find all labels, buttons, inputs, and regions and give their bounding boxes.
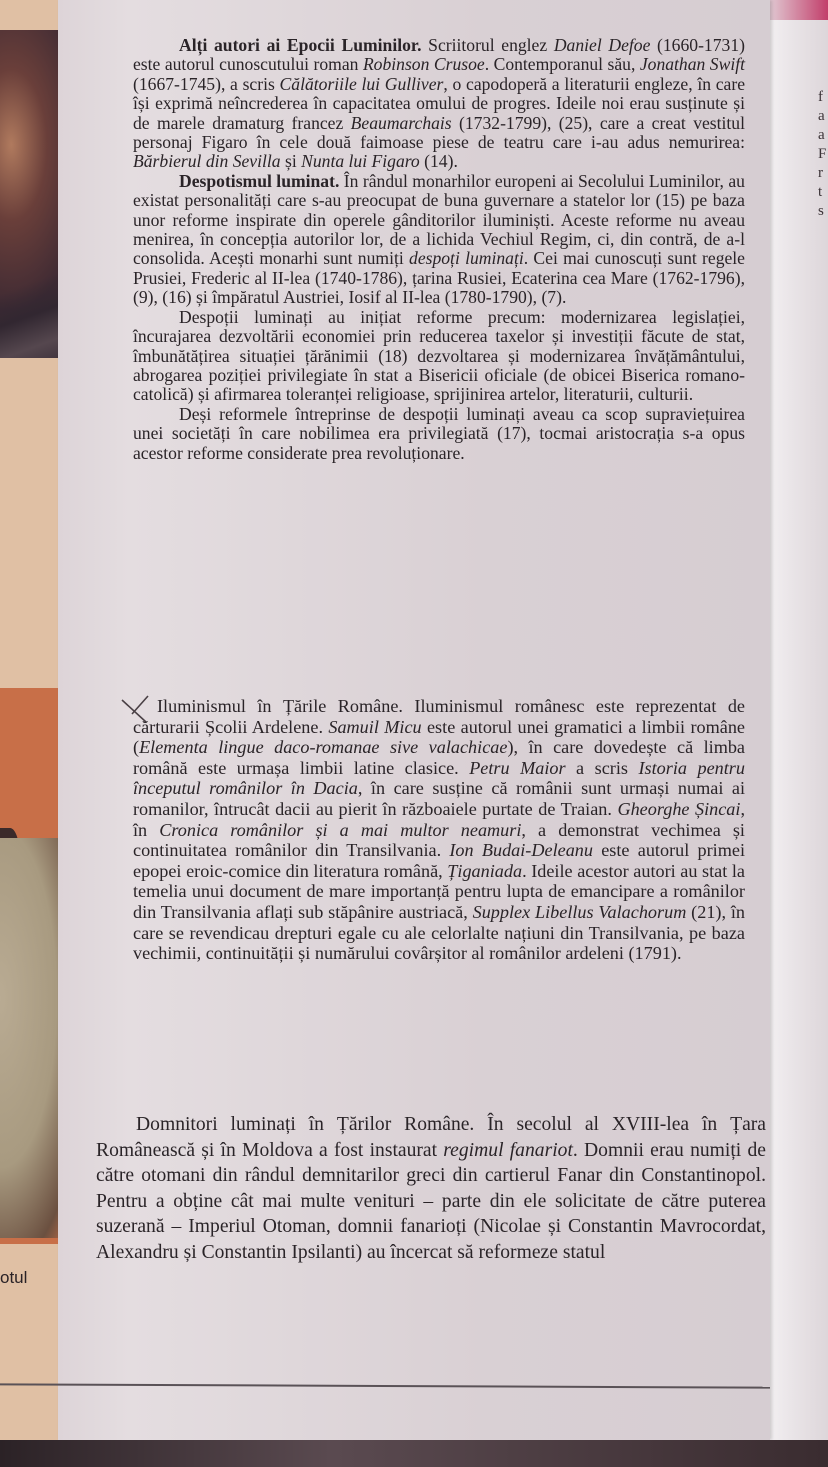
- section-heading: Domnitori luminați în Țărilor Române.: [136, 1114, 475, 1135]
- section-paragraph: [133, 405, 745, 463]
- section-paragraph: [133, 36, 745, 172]
- letter: a: [818, 108, 825, 124]
- italic-text: Țiganiada: [447, 860, 523, 881]
- italic-text: Istoria pentru începutul românilor în Dacia: [133, 757, 745, 799]
- italic-text: Cronica românilor și a mai multor neamuri: [159, 819, 522, 840]
- body-text: (1732-1799), (25), care a creat vestitul personaj Figaro în cele două faimoase piese de teatru care i-au adus nemurirea:: [133, 112, 745, 153]
- italic-text: Daniel Defoe: [553, 35, 651, 55]
- body-text: ), în care dovedește că limba română este urmașa limbii latine clasice.: [133, 737, 746, 778]
- section-heading: Iluminismul în Țările Române: [157, 696, 399, 716]
- italic-text: Gheorghe Șincai: [617, 798, 741, 819]
- next-page-edge: [770, 20, 828, 1440]
- body-text: . Iluminismul românesc este reprezentat de cărturarii Școlii Ardelene.: [133, 696, 745, 737]
- italic-text: Beaumarchais: [350, 112, 452, 133]
- body-text: a scris: [565, 757, 639, 778]
- italic-text: Robinson Crusoe: [362, 54, 485, 75]
- italic-text: Petru Maior: [469, 757, 566, 778]
- italic-text: regimul fanariot: [443, 1139, 573, 1161]
- section-paragraph: [133, 172, 745, 308]
- section-heading: Despotismul luminat.: [179, 170, 340, 191]
- body-text: . Cei mai cunoscuți sunt regele Prusiei, Frederic al II-lea (1740-1786), țarina Rusiei, Ecaterina cea Mare (1762-1796), (9), (16) și împăratul Austriei, Iosif al II-lea (1780-1790), (7).: [133, 248, 745, 308]
- italic-text: Elementa lingue daco-romanae sive valachicae: [139, 737, 508, 758]
- body-text: , în care susține că românii sunt urmași numai ai romanilor, întrucât dacii au pierit în războaiele purtate de Traian.: [133, 778, 745, 819]
- body-text: (14).: [419, 151, 458, 172]
- text-column-upper: [133, 36, 745, 463]
- body-text: Deși reformele întreprinse de despoții luminați aveau ca scop supraviețuirea unei societăți în care nobilimea era privilegiată (17), tocmai aristocrația s-a opus acestor reforme considerate prea revoluționare.: [133, 403, 745, 463]
- section-paragraph: [133, 308, 745, 405]
- letter: s: [818, 203, 824, 219]
- italic-text: despoți luminați: [409, 248, 524, 269]
- italic-text: Samuil Micu: [328, 716, 422, 737]
- italic-text: Bărbierul din Sevilla: [133, 151, 281, 172]
- letter: a: [818, 127, 825, 143]
- italic-text: Călătoriile lui Gulliver: [279, 73, 444, 94]
- body-text: În secolul al XVIII-lea în Țara Românească și în Moldova a fost instaurat: [96, 1114, 767, 1161]
- body-text: (21), în care se revendicau drepturi egale cu ale celorlalte națiuni din Transilvania, pe baza vechimii, continuității și numărului covârșitor al românilor ardeleni (1791).: [133, 901, 745, 964]
- section-paragraph: [96, 1112, 766, 1266]
- letter: r: [818, 165, 823, 181]
- body-text: . Contemporanul său,: [484, 54, 640, 75]
- body-text: În rândul monarhilor europeni ai Secolului Luminilor, au existat personalități care s-au preocupat de buna guvernare a statelor lor (15) pe baza unor reforme inspirate din operele gânditorilor iluminiști. Aceste reforme nu aveau menirea, în concepția autorilor lor, de a lichida Vechiul Regim, ci, din contră, de a-l consolida. Acești monarhi sunt numiți: [133, 170, 745, 269]
- body-text: este autorul primei epopei eroic-comice din literatura română,: [133, 840, 745, 881]
- italic-text: Supplex Libellus Valachorum: [472, 901, 687, 922]
- body-text: , o capodoperă a literaturii engleze, în care își exprimă neîncrederea în capacitatea omului de progres. Ideile noi erau susținute și de marele dramaturg francez: [133, 73, 746, 133]
- body-text: Scriitorul englez: [421, 35, 554, 55]
- body-text: (1667-1745), a scris: [133, 73, 280, 94]
- text-column-middle: [133, 696, 745, 964]
- italic-text: Jonathan Swift: [639, 54, 745, 75]
- italic-text: Ion Budai-Deleanu: [449, 840, 593, 861]
- letter: t: [818, 184, 823, 200]
- body-text: , în: [133, 798, 745, 840]
- section-paragraph: [133, 696, 745, 964]
- body-text: . Domnii erau numiți de către otomani din rândul demnitarilor greci din cartierul Fanar din Constantinopol. Pentru a obține cât mai multe venituri – parte din ele solicitate de către puterea suzerană – Imperiul Otoman, domnii fanarioți (Nicolae și Constantin Mavrocordat, Alexandru și Constantin Ipsilanti) au încercat să reformeze statul: [96, 1139, 766, 1263]
- italic-text: Nunta lui Figaro: [301, 151, 420, 172]
- next-page-letters: [818, 88, 826, 221]
- body-text: Despoții luminați au inițiat reforme precum: modernizarea legislației, încurajarea dezvoltării economiei prin reducerea taxelor și investiții făcute de stat, îmbunătățirea situației țărănimii (18) dezvoltarea și modernizarea învățământului, abrogarea poziției privilegiate în stat a Bisericii oficiale (de obicei Biserica romano-catolică) și afirmarea toleranței religioase, sprijinirea artelor, literaturii, culturii.: [133, 306, 745, 405]
- section-heading: Alți autori ai Epocii Luminilor.: [179, 35, 422, 55]
- body-text: și: [280, 151, 302, 172]
- caption-fragment: otul: [0, 1268, 28, 1287]
- text-column-lower: [96, 1112, 766, 1266]
- body-text: (1660-1731) este autorul cunoscutului roman: [133, 35, 745, 75]
- body-text: . Ideile acestor autori au stat la temelia unui document de mare importanță pentru lupta de emancipare a românilor din Transilvania aflați sub stăpânire austriacă,: [133, 860, 745, 922]
- body-text: , a demonstrat vechimea și continuitatea românilor din Transilvania.: [133, 819, 745, 861]
- body-text: este autorul unei gramatici a limbii române (: [133, 716, 745, 758]
- table-surface: [0, 1440, 828, 1467]
- letter: F: [818, 146, 827, 162]
- letter: f: [818, 89, 823, 105]
